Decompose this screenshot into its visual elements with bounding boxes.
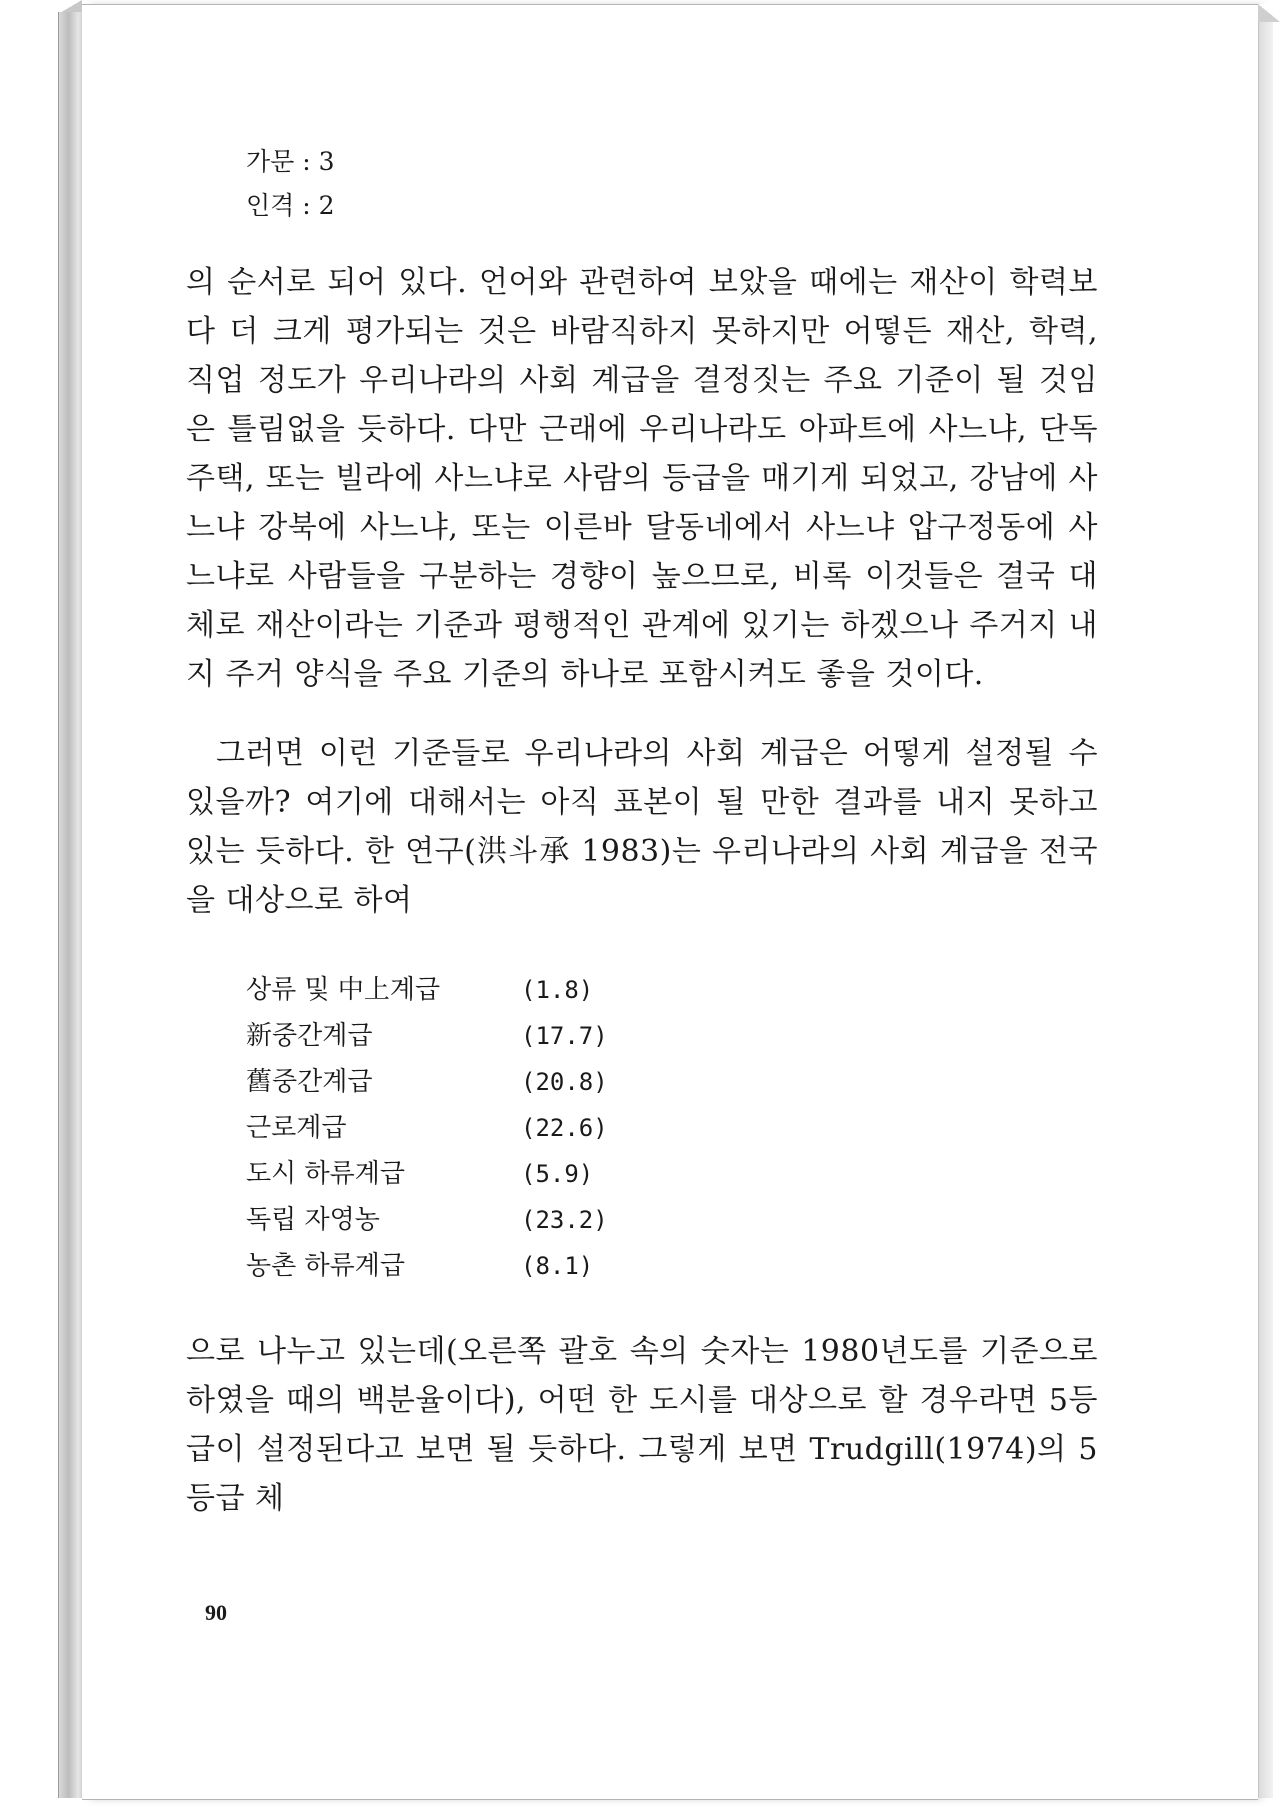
ranking-item-character: 인격 : 2 [246,191,335,220]
class-row [246,1013,1098,1059]
page-content [186,140,1098,1553]
class-name: 농촌 하류계급 [246,1251,405,1281]
class-row [246,1197,1098,1243]
ranking-list [246,140,1098,228]
class-percentage: (20.8) [521,1068,608,1096]
class-percentage: (8.1) [521,1252,594,1280]
class-percentage: (22.6) [521,1114,608,1142]
book-spine [58,12,84,1798]
class-percentage: (1.8) [521,976,594,1004]
class-name: 도시 하류계급 [246,1159,405,1189]
class-row [246,1151,1098,1197]
paragraph-class-setting: 그러면 이런 기준들로 우리나라의 사회 계급은 어떻게 설정될 수 있을까? 여기에 대해서는 아직 표본이 될 만한 결과를 내지 못하고 있는 듯하다. 한 연구(洪斗承 1983)는 우리나라의 사회 계급을 전국을 대상으로 하여 [186,736,1098,918]
class-name: 근로계급 [246,1113,347,1143]
class-row [246,1059,1098,1105]
class-row [246,1243,1098,1289]
class-name: 상류 및 中上계급 [246,975,441,1005]
class-name: 舊중간계급 [246,1067,373,1097]
page-number: 90 [205,1600,227,1625]
class-row [246,1105,1098,1151]
paragraph-criteria: 의 순서로 되어 있다. 언어와 관련하여 보았을 때에는 재산이 학력보다 더 크게 평가되는 것은 바람직하지 못하지만 어떻든 재산, 학력, 직업 정도가 우리나라의 사회 계급을 결정짓는 주요 기준이 될 것임은 틀림없을 듯하다. 다만 근래에 우리나라도 아파트에 사느냐, 단독 주택, 또는 빌라에 사느냐로 사람의 등급을 매기게 되었고, 강남에 사느냐 강북에 사느냐, 또는 이른바 달동네에서 사느냐 압구정동에 사느냐로 사람들을 구분하는 경향이 높으므로, 비록 이것들은 결국 대체로 재산이라는 기준과 평행적인 관계에 있기는 하겠으나 주거지 내지 주거 양식을 주요 기준의 하나로 포함시켜도 좋을 것이다. [186,265,1098,692]
class-percentage: (5.9) [521,1160,594,1188]
class-percentage: (23.2) [521,1206,608,1234]
page-corner-right [1258,4,1280,22]
class-percentage: (17.7) [521,1022,608,1050]
class-name: 新중간계급 [246,1021,373,1051]
social-class-table [246,967,1098,1289]
page-edge-right [1258,4,1273,1798]
ranking-item-family: 가문 : 3 [246,147,335,176]
paragraph-classification: 으로 나누고 있는데(오른쪽 괄호 속의 숫자는 1980년도를 기준으로 하였을 때의 백분율이다), 어떤 한 도시를 대상으로 할 경우라면 5등급이 설정된다고 보면 될 듯하다. 그렇게 보면 Trudgill(1974)의 5등급 체 [186,1334,1098,1516]
class-name: 독립 자영농 [246,1205,380,1235]
class-row [246,967,1098,1013]
